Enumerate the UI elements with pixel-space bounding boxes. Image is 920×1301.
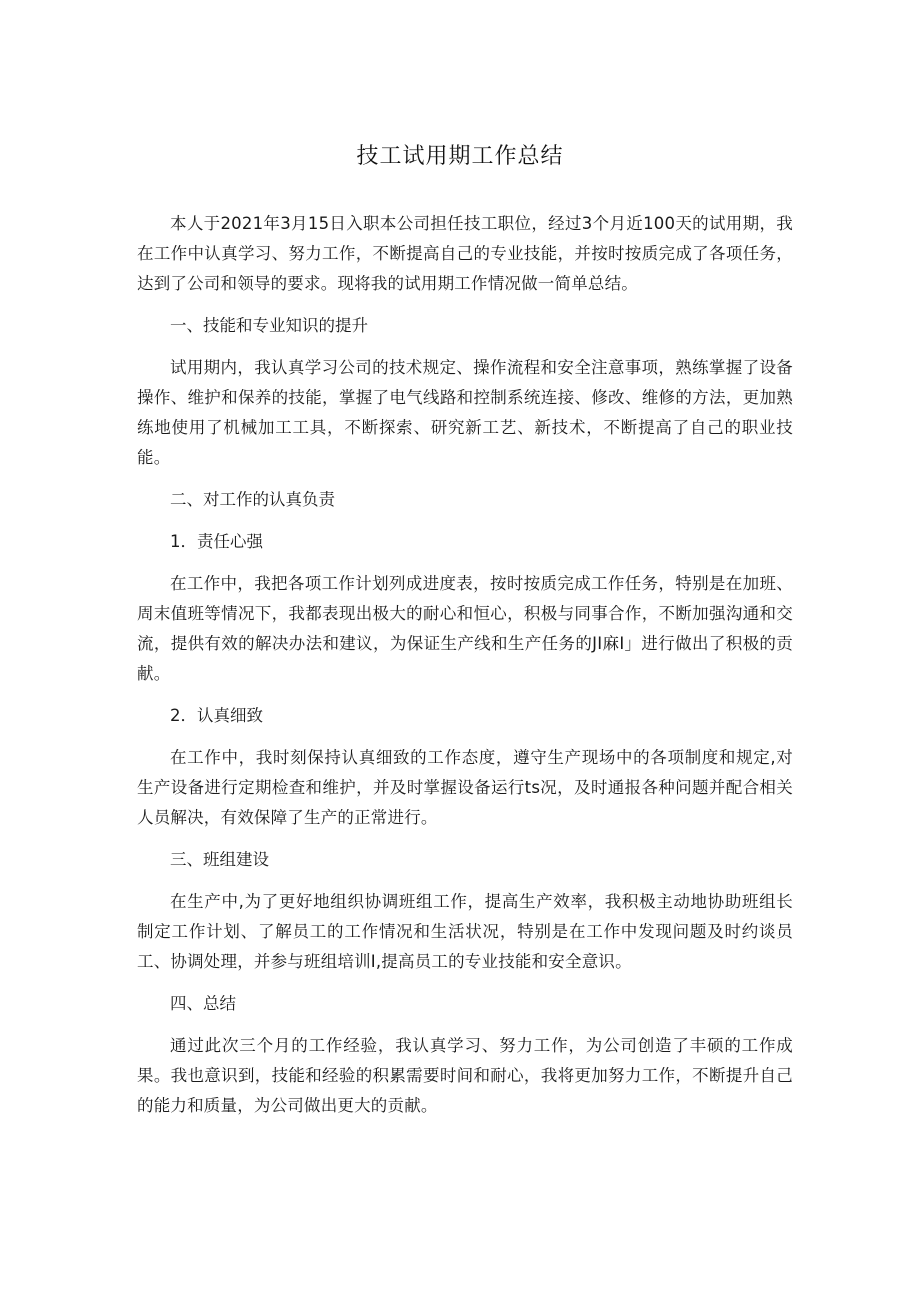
section-2-sub-2-heading: 2．认真细致 — [170, 706, 263, 725]
section-1-heading: 一、技能和专业知识的提升 — [170, 316, 368, 335]
section-2-sub-1-paragraph: 在工作中，我把各项工作计划列成进度表，按时按质完成工作任务，特别是在加班、周末值班等情况下，我都表现出极大的耐心和恒心，积极与同事合作，不断加强沟通和交流，提供有效的解决办法和建议，为保证生产线和生产任务的JI麻I」进行做出了积极的贡献。 — [137, 574, 793, 683]
section-4-heading: 四、总结 — [170, 994, 236, 1013]
intro-paragraph: 本人于2021年3月15日入职本公司担任技工职位，经过3个月近100天的试用期，我在工作中认真学习、努力工作，不断提高自己的专业技能，并按时按质完成了各项任务，达到了公司和领导的要求。现将我的试用期工作情况做一简单总结。 — [137, 214, 793, 293]
section-2-sub-2-paragraph: 在工作中，我时刻保持认真细致的工作态度，遵守生产现场中的各项制度和规定,对生产设备进行定期检查和维护，并及时掌握设备运行ts况，及时通报各种问题并配合相关人员解决，有效保障了生产的正常进行。 — [137, 748, 793, 827]
section-3-paragraph: 在生产中,为了更好地组织协调班组工作，提高生产效率，我积极主动地协助班组长制定工作计划、了解员工的工作情况和生活状况，特别是在工作中发现问题及时约谈员工、协调处理，并参与班组培训I,提高员工的专业技能和安全意识。 — [137, 892, 793, 971]
document-title: 技工试用期工作总结 — [356, 144, 564, 169]
section-3-heading: 三、班组建设 — [170, 850, 269, 869]
document-body — [137, 209, 793, 1133]
section-1-paragraph: 试用期内，我认真学习公司的技术规定、操作流程和安全注意事项，熟练掌握了设备操作、维护和保养的技能，掌握了电气线路和控制系统连接、修改、维修的方法，更加熟练地使用了机械加工工具，不断探索、研究新工艺、新技术，不断提高了自己的职业技能。 — [137, 358, 793, 467]
section-4-paragraph: 通过此次三个月的工作经验，我认真学习、努力工作，为公司创造了丰硕的工作成果。我也意识到，技能和经验的积累需要时间和耐心，我将更加努力工作，不断提升自己的能力和质量，为公司做出更大的贡献。 — [137, 1036, 793, 1115]
section-2-sub-1-heading: 1．责任心强 — [170, 532, 263, 551]
section-2-heading: 二、对工作的认真负责 — [170, 490, 335, 509]
